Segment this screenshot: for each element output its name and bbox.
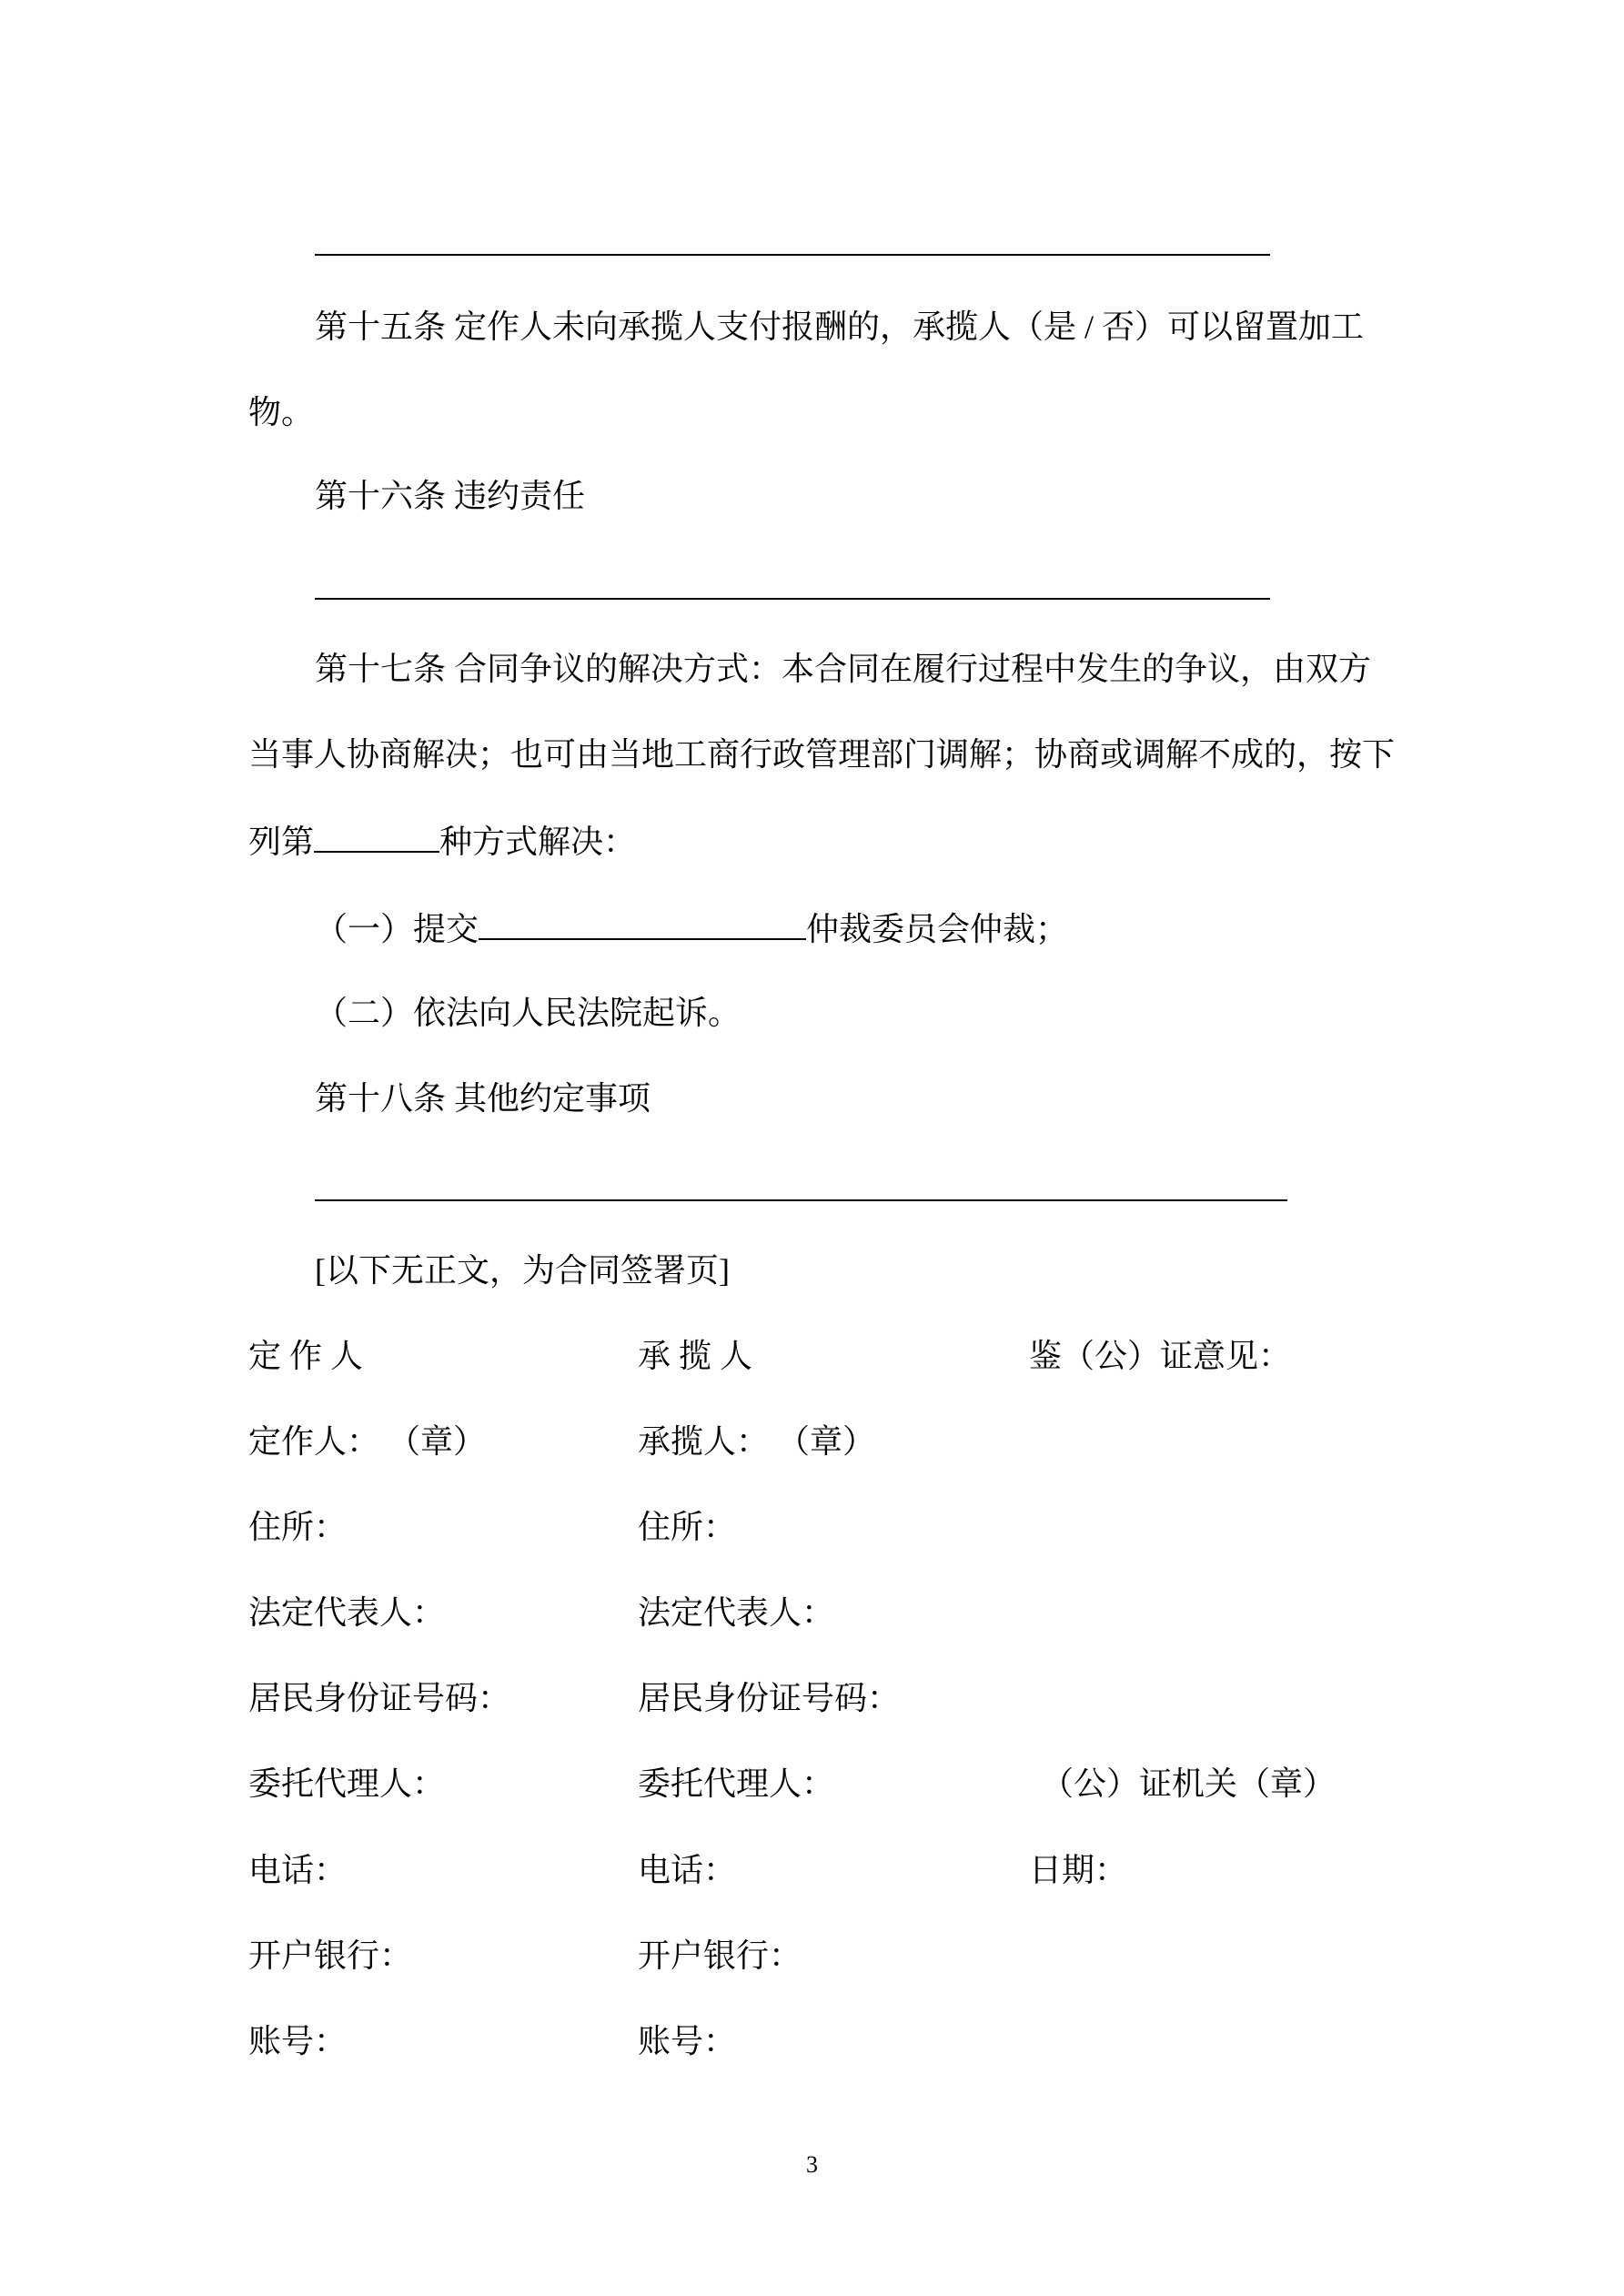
article17-line2: 当事人协商解决；也可由当地工商行政管理部门调解；协商或调解不成的，按下: [248, 736, 1396, 773]
party-b-field: 委托代理人：: [638, 1765, 835, 1802]
party-b-field: 开户银行：: [638, 1937, 802, 1974]
notary-date: 日期：: [1029, 1852, 1128, 1888]
party-b-field: 法定代表人：: [638, 1594, 835, 1631]
article17-option1: [315, 907, 1068, 949]
blank-line-article14: [315, 254, 1270, 256]
method-number-blank: [314, 820, 439, 853]
party-a-field: 居民身份证号码：: [248, 1680, 511, 1716]
party-b-field: 居民身份证号码：: [638, 1680, 901, 1716]
article17-line3-post: 种方式解决：: [439, 824, 637, 860]
party-a-field: 电话：: [248, 1852, 348, 1888]
party-a-field: 账号：: [248, 2023, 348, 2059]
signature-note: [以下无正文，为合同签署页]: [315, 1252, 730, 1289]
option1-post: 仲裁委员会仲裁；: [806, 911, 1069, 947]
article15-line1: 第十五条 定作人未向承揽人支付报酬的，承揽人（是 / 否）可以留置加工: [315, 308, 1365, 345]
party-b-field: 电话：: [638, 1852, 737, 1888]
party-a-field: 开户银行：: [248, 1937, 413, 1974]
party-b-field: 承揽人： （章）: [638, 1423, 876, 1460]
article16-title: 第十六条 违约责任: [315, 478, 586, 514]
notary-seal: （公）证机关（章）: [1041, 1765, 1337, 1802]
blank-line-article16: [315, 598, 1270, 600]
party-b-field: 账号：: [638, 2023, 737, 2059]
option1-pre: （一）提交: [315, 911, 479, 947]
party-a-field: 定作人： （章）: [248, 1423, 487, 1460]
article17-line3-pre: 列第: [248, 824, 315, 860]
party-b-field: 住所：: [638, 1509, 737, 1545]
article17-line1: 第十七条 合同争议的解决方式：本合同在履行过程中发生的争议，由双方: [315, 651, 1372, 687]
header-notary: 鉴（公）证意见：: [1029, 1338, 1292, 1374]
header-party-b: 承 揽 人: [638, 1338, 753, 1374]
article17-option2: （二）依法向人民法院起诉。: [315, 995, 741, 1031]
article15-line2: 物。: [248, 394, 315, 430]
article17-line3: [248, 820, 636, 862]
arbitration-committee-blank: [479, 907, 806, 940]
article18-title: 第十八条 其他约定事项: [315, 1080, 651, 1117]
page-number: 3: [806, 2151, 818, 2178]
header-party-a: 定 作 人: [248, 1338, 364, 1374]
blank-line-article18: [315, 1199, 1287, 1201]
party-a-field: 住所：: [248, 1509, 348, 1545]
party-a-field: 委托代理人：: [248, 1765, 446, 1802]
party-a-field: 法定代表人：: [248, 1594, 446, 1631]
